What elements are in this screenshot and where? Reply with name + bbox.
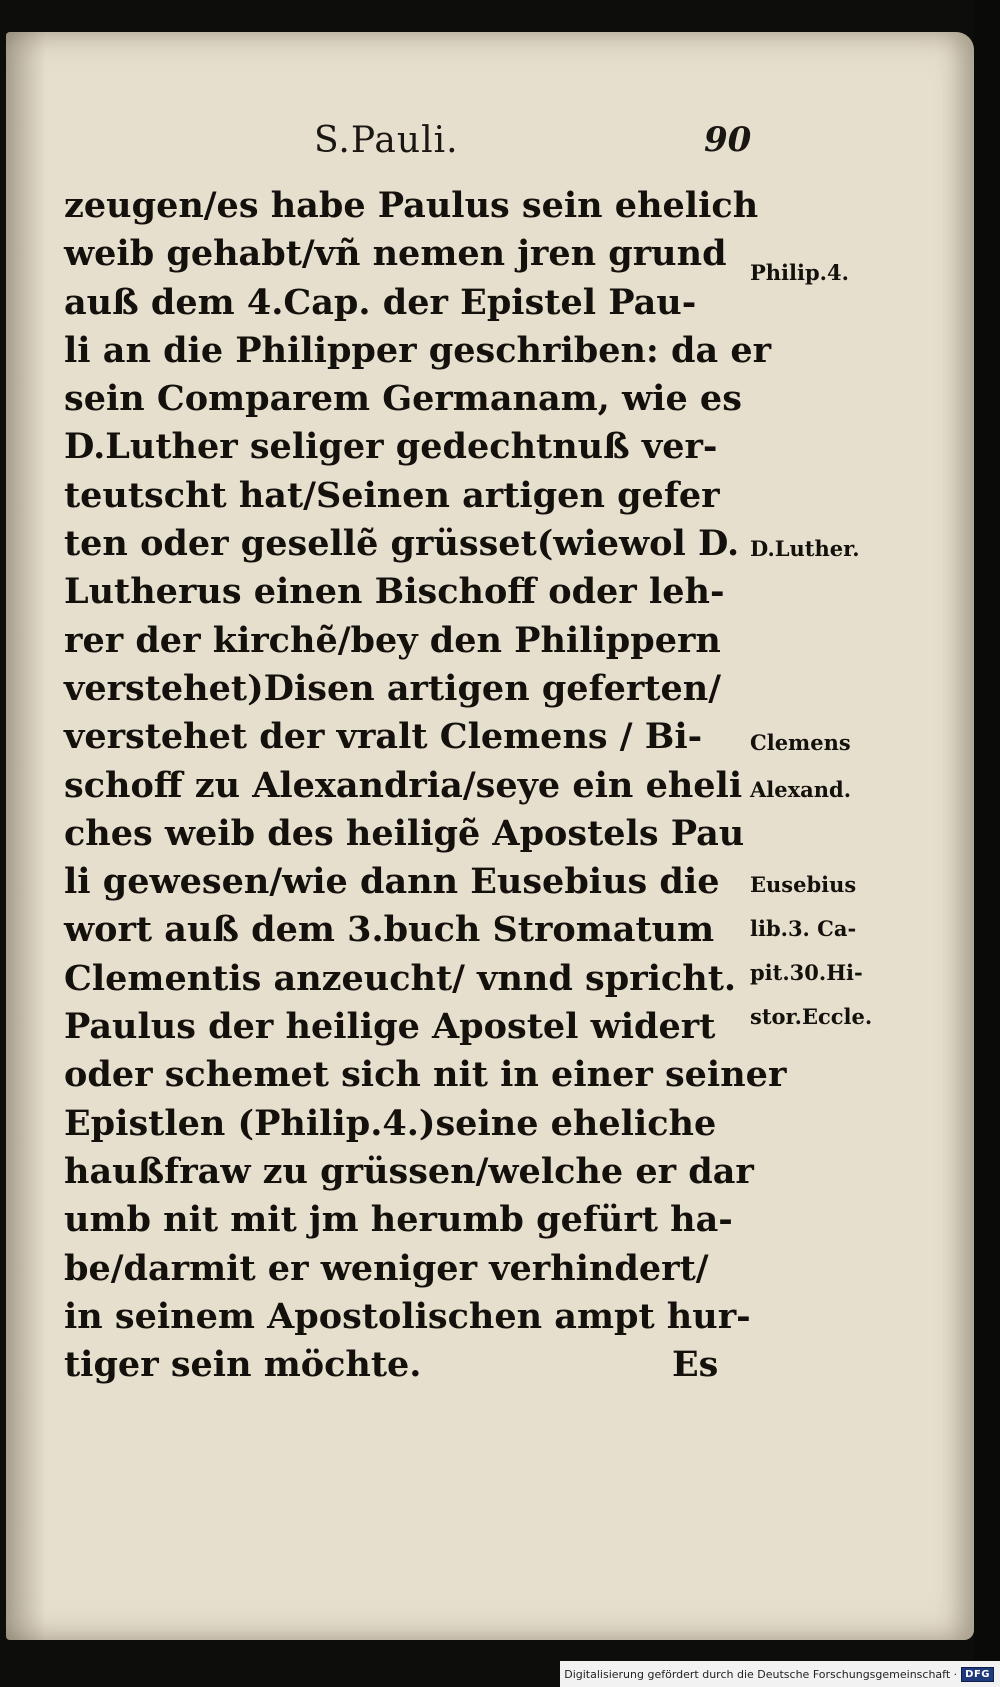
- text-line-last: [64, 1341, 754, 1389]
- page-edge-dark: [974, 0, 1000, 1687]
- text-line: tiger sein möchte.: [64, 1344, 422, 1386]
- text-line: umb nit mit jm herumb gefürt ha-: [64, 1199, 733, 1241]
- text-line: li gewesen/wie dann Eusebius die: [64, 861, 720, 903]
- text-line: wort auß dem 3.buch Stromatum: [64, 909, 715, 951]
- text-line: Epistlen (Philip.4.)seine eheliche: [64, 1102, 717, 1144]
- text-line: verstehet)Disen artigen geferten/: [64, 667, 722, 709]
- text-line: auß dem 4.Cap. der Epistel Pau-: [64, 281, 697, 323]
- margin-note-clemens: Clemens: [750, 730, 851, 755]
- dfg-logo: DFG: [961, 1667, 994, 1682]
- margin-note-philip: Philip.4.: [750, 260, 849, 285]
- text-line: D.Luther seliger gedechtnuß ver-: [64, 426, 718, 468]
- catchword: Es: [672, 1344, 719, 1386]
- margin-note-stor: stor.Eccle.: [750, 1004, 873, 1029]
- text-line: haußfraw zu grüssen/welche er dar: [64, 1150, 754, 1192]
- text-line: ten oder gesellẽ grüsset(wiewol D.: [64, 523, 740, 565]
- text-line: li an die Philipper geschriben: da er: [64, 329, 772, 371]
- margin-note-eusebius: Eusebius: [750, 872, 857, 897]
- body-text: [64, 182, 787, 1389]
- margin-note-alexand: Alexand.: [750, 777, 852, 802]
- text-line: Lutherus einen Bischoff oder leh-: [64, 571, 725, 613]
- text-line: Clementis anzeucht/ vnnd spricht.: [64, 957, 737, 999]
- text-line: be/darmit er weniger verhindert/: [64, 1247, 709, 1289]
- text-line: verstehet der vralt Clemens / Bi-: [64, 716, 703, 758]
- text-line: oder schemet sich nit in einer seiner: [64, 1054, 787, 1096]
- text-line: weib gehabt/vñ nemen jren grund: [64, 233, 727, 275]
- text-line: Paulus der heilige Apostel widert: [64, 1006, 716, 1048]
- digitization-footer: [560, 1661, 1000, 1687]
- text-line: in seinem Apostolischen ampt hur-: [64, 1295, 751, 1337]
- text-line: schoff zu Alexandria/seye ein eheli: [64, 764, 743, 806]
- text-line: zeugen/es habe Paulus sein ehelich: [64, 185, 759, 226]
- margin-note-pit: pit.30.Hi-: [750, 960, 863, 985]
- margin-note-luther: D.Luther.: [750, 536, 860, 561]
- book-page: [6, 32, 974, 1640]
- gutter-shadow: [6, 32, 46, 1640]
- running-head-title: S.Pauli.: [314, 120, 459, 161]
- folio-number: 90: [704, 120, 752, 160]
- text-line: rer der kirchẽ/bey den Philippern: [64, 619, 721, 661]
- margin-note-lib: lib.3. Ca-: [750, 916, 857, 941]
- text-line: sein Comparem Germanam, wie es: [64, 378, 742, 420]
- text-line: ches weib des heiligẽ Apostels Pau: [64, 812, 745, 854]
- footer-text: Digitalisierung gefördert durch die Deutsche Forschungsgemeinschaft ·: [564, 1667, 958, 1681]
- text-line: teutscht hat/Seinen artigen gefer: [64, 474, 720, 516]
